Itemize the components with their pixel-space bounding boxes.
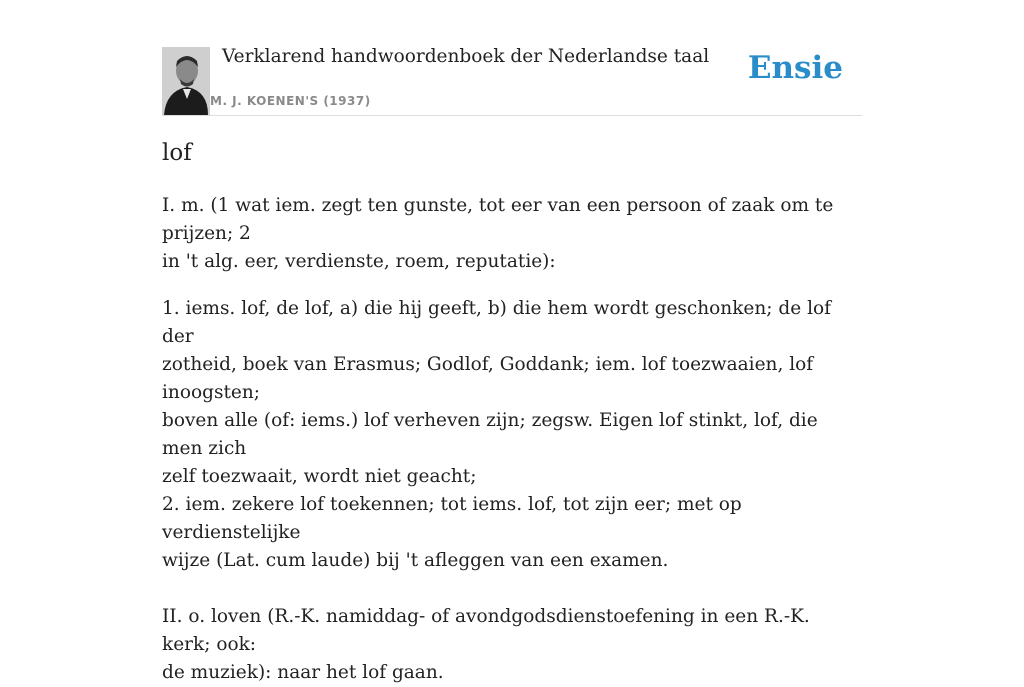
text-line: zelf toezwaait, wordt niet geacht; [162, 466, 477, 487]
text-line: 2. iem. zekere lof toekennen; tot iems. lof, tot zijn eer; met op verdienstelijke [162, 494, 742, 543]
text-line: in 't alg. eer, verdienste, roem, reputatie): [162, 251, 556, 272]
author-portrait [162, 47, 210, 115]
author-label: M. J. KOENEN'S (1937) [210, 94, 371, 108]
page [162, 0, 862, 683]
text-line: 1. iems. lof, de lof, a) die hij geeft, b) die hem wordt geschonken; de lof der [162, 298, 831, 347]
text-line: zotheid, boek van Erasmus; Godlof, Goddank; iem. lof toezwaaien, lof inoogsten; [162, 354, 814, 403]
text-line: wijze (Lat. cum laude) bij 't afleggen van een examen. [162, 550, 669, 571]
definition-paragraph [162, 192, 852, 276]
header [162, 0, 862, 116]
definition-paragraph [162, 295, 852, 575]
text-line: I. m. (1 wat iem. zegt ten gunste, tot eer van een persoon of zaak om te prijzen; 2 [162, 195, 834, 244]
headword: lof [162, 140, 192, 166]
definition-paragraph [162, 603, 852, 687]
text-line: boven alle (of: iems.) lof verheven zijn; zegsw. Eigen lof stinkt, lof, die men zich [162, 410, 818, 459]
dictionary-title: Verklarend handwoordenboek der Nederlandse taal [222, 46, 710, 67]
text-line: de muziek): naar het lof gaan. [162, 662, 444, 683]
portrait-image [162, 47, 210, 115]
ensie-logo[interactable]: Ensie [747, 50, 843, 86]
definition-body [162, 192, 852, 687]
text-line: II. o. loven (R.-K. namiddag- of avondgodsdienstoefening in een R.-K. kerk; ook: [162, 606, 810, 655]
